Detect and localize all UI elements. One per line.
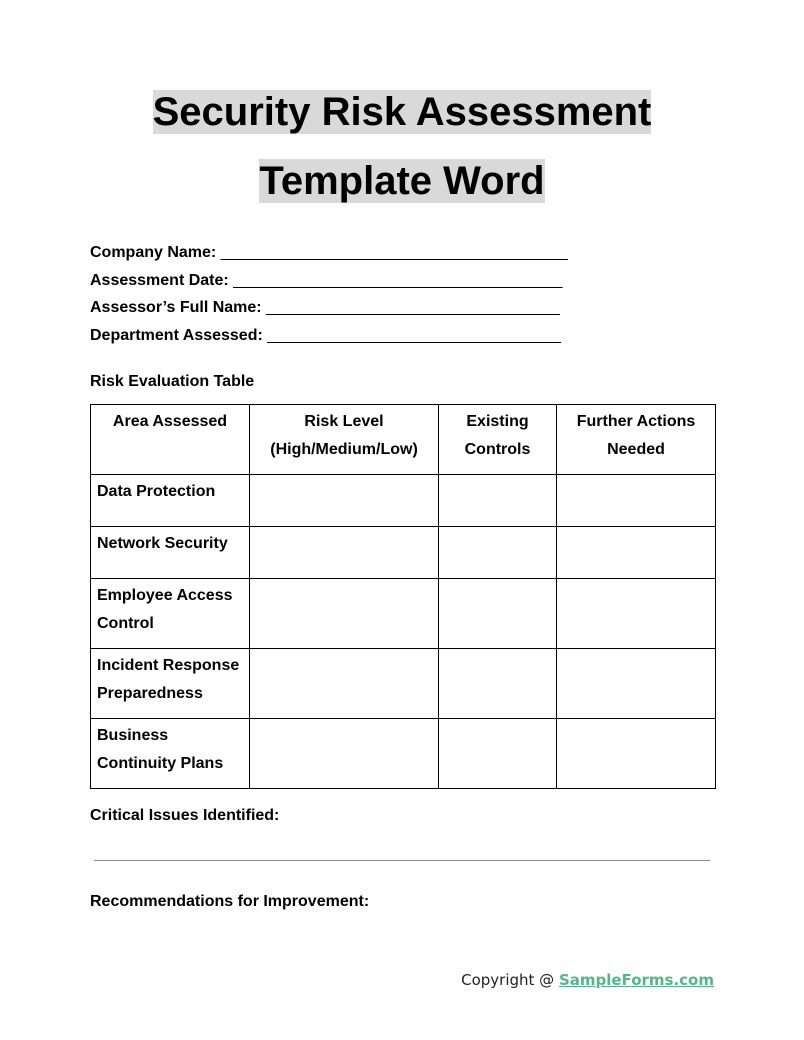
- risk-level-cell[interactable]: [250, 475, 439, 527]
- existing-controls-cell[interactable]: [439, 475, 557, 527]
- existing-controls-cell[interactable]: [439, 719, 557, 789]
- sampleforms-link[interactable]: SampleForms.com: [558, 971, 714, 989]
- assessor-name-field: [90, 298, 560, 318]
- fill-line[interactable]: _____________________________________: [233, 272, 563, 289]
- area-cell: Network Security: [91, 527, 250, 579]
- existing-controls-cell[interactable]: [439, 649, 557, 719]
- table-row: [91, 527, 716, 579]
- header-area-assessed: Area Assessed: [91, 405, 250, 475]
- table-row: [91, 649, 716, 719]
- header-existing-controls: Existing Controls: [439, 405, 557, 475]
- header-risk-level: Risk Level (High/Medium/Low): [250, 405, 439, 475]
- area-cell: Employee Access Control: [91, 579, 250, 649]
- risk-evaluation-table: [90, 404, 716, 789]
- risk-level-cell[interactable]: [250, 527, 439, 579]
- fill-line[interactable]: _______________________________________: [220, 244, 568, 261]
- table-row: [91, 579, 716, 649]
- risk-level-cell[interactable]: [250, 649, 439, 719]
- further-actions-cell[interactable]: [557, 475, 716, 527]
- assessment-date-field: [90, 271, 562, 291]
- document-title-line-1: Security Risk Assessment: [152, 90, 652, 134]
- table-caption: Risk Evaluation Table: [90, 373, 255, 390]
- field-label: Company Name:: [90, 244, 217, 261]
- further-actions-cell[interactable]: [557, 649, 716, 719]
- area-cell: Incident Response Preparedness: [91, 649, 250, 719]
- fill-line[interactable]: _________________________________: [267, 327, 561, 344]
- table-header-row: [91, 405, 716, 475]
- risk-level-cell[interactable]: [250, 719, 439, 789]
- critical-issues-fill-line[interactable]: [94, 860, 710, 861]
- copyright-prefix: Copyright @: [461, 971, 559, 989]
- fill-line[interactable]: _________________________________: [266, 299, 560, 316]
- further-actions-cell[interactable]: [557, 719, 716, 789]
- area-cell: Data Protection: [91, 475, 250, 527]
- risk-level-cell[interactable]: [250, 579, 439, 649]
- header-further-actions: Further Actions Needed: [557, 405, 716, 475]
- area-cell: Business Continuity Plans: [91, 719, 250, 789]
- field-label: Department Assessed:: [90, 327, 263, 344]
- critical-issues-heading: Critical Issues Identified:: [90, 807, 280, 824]
- recommendations-heading: Recommendations for Improvement:: [90, 893, 370, 910]
- company-name-field: [90, 243, 568, 263]
- department-assessed-field: [90, 326, 561, 346]
- further-actions-cell[interactable]: [557, 527, 716, 579]
- table-row: [91, 719, 716, 789]
- existing-controls-cell[interactable]: [439, 579, 557, 649]
- table-row: [91, 475, 716, 527]
- further-actions-cell[interactable]: [557, 579, 716, 649]
- document-title-line-2: Template Word: [259, 159, 545, 203]
- field-label: Assessor’s Full Name:: [90, 299, 262, 316]
- field-label: Assessment Date:: [90, 272, 229, 289]
- copyright-footer: [461, 970, 714, 990]
- existing-controls-cell[interactable]: [439, 527, 557, 579]
